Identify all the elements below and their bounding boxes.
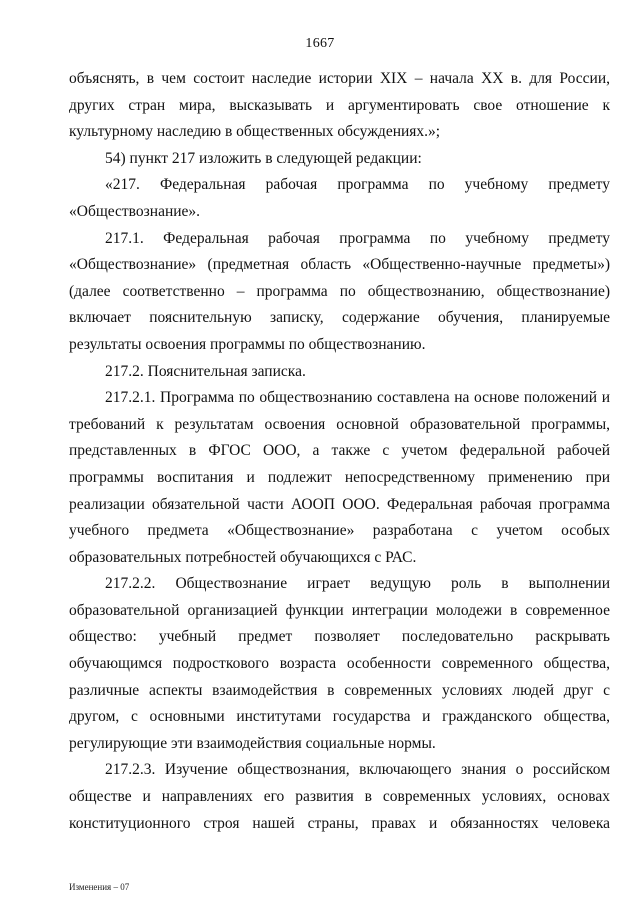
paragraph-217: «217. Федеральная рабочая программа по учебному предмету «Обществознание».: [69, 176, 610, 220]
paragraph-item-54: 54) пункт 217 изложить в следующей редакции:: [105, 149, 422, 167]
paragraph-217-2-2: 217.2.2. Обществознание играет ведущую роль в выполнении образовательной организацией функции интеграции молодежи в современное общество: учебный предмет позволяет последовательно раскрывать обучающимся подросткового возраста особенности современного общества, различные аспекты взаимодействия в современных условиях людей друг с другом, с основными институтами государства и гражданского общества, регулирующие эти взаимодействия социальные нормы.: [69, 575, 610, 752]
paragraph-continuation: объяснять, в чем состоит наследие истории XIX – начала XX в. для России, других стран мира, высказывать и аргументировать свое отношение к культурному наследию в общественных обсуждениях.»;: [69, 70, 610, 141]
footer-note: Изменения – 07: [69, 882, 130, 892]
paragraph-217-2-3: 217.2.3. Изучение обществознания, включающего знания о российском обществе и направлениях его развития в современных условиях, основах конституционного строя нашей страны, правах и обязанностях человека: [69, 761, 610, 832]
paragraph-217-2-1: 217.2.1. Программа по обществознанию составлена на основе положений и требований к результатам освоения основной образовательной программы, представленных в ФГОС ООО, а также с учетом федеральной рабочей программы воспитания и подлежит непосредственному применению при реализации обязательной части АООП ООО. Федеральная рабочая программа учебного предмета «Обществознание» разработана с учетом особых образовательных потребностей обучающихся с РАС.: [69, 389, 610, 566]
paragraph-217-2: 217.2. Пояснительная записка.: [105, 362, 306, 380]
document-body: [69, 66, 610, 837]
page-number: 1667: [305, 36, 335, 51]
paragraph-217-1: 217.1. Федеральная рабочая программа по учебному предмету «Обществознание» (предметная область «Общественно-научные предметы») (далее соответственно – программа по обществознанию, обществознание) включает пояснительную записку, содержание обучения, планируемые результаты освоения программы по обществознанию.: [69, 229, 610, 353]
